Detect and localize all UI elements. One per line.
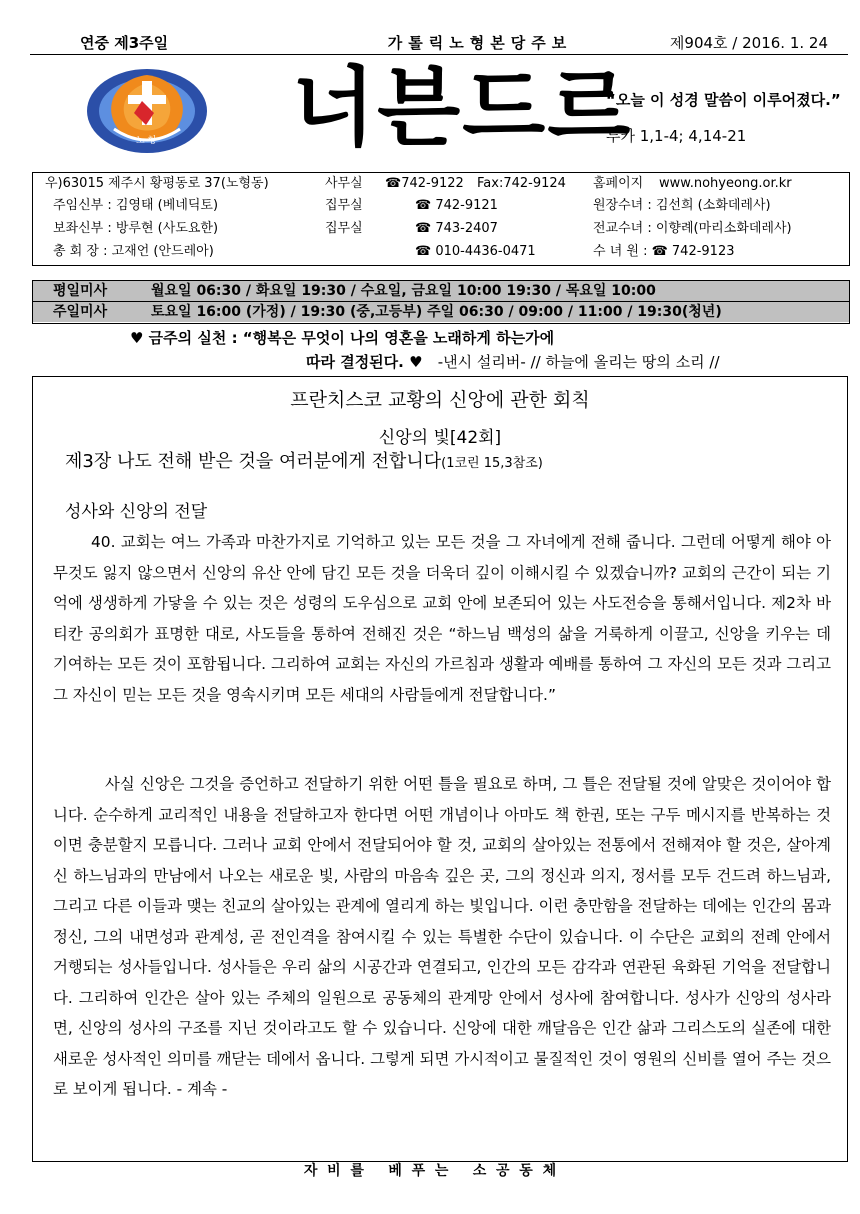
top-line	[30, 32, 848, 53]
article-title: 프란치스코 교황의 신앙에 관한 회칙	[290, 389, 590, 411]
assistant-tel: ☎ 743-2407	[415, 221, 498, 236]
mass-schedule	[32, 280, 850, 324]
chair-tel: ☎ 010-4436-0471	[415, 244, 536, 259]
logo-text: 노 형	[136, 136, 157, 146]
pastor-room: 집무실	[325, 198, 363, 213]
address: 우)63015 제주시 황평동로 37(노형동)	[45, 176, 269, 191]
practice-text: 따라 결정된다. ♥	[306, 353, 423, 371]
verse-quote: “오늘 이 성경 말씀이 이루어졌다.”	[606, 91, 841, 109]
top-rule	[30, 54, 848, 55]
issue-number: 제904호 / 2016. 1. 24	[669, 34, 828, 52]
sunday-mass-row	[33, 301, 849, 322]
gospel-verse	[606, 82, 846, 154]
article-paragraph-2: 사실 신앙은 그것을 증언하고 전달하기 위한 어떤 틀을 필요로 하며, 그 틀은 전달될 것에 알맞은 것이어야 합니다. 순수하게 교리적인 내용을 전달하고자 한다면 어떤 개념이나 아마도 책 한권, 또는 구두 메시지를 반복하는 것이면 충분할지 모릅니다. 그러나 교회 안에서 전달되어야 할 것, 교회의 살아있는 전통에서 전해져야 할 것은, 살아계신 하느님과의 만남에서 나오는 새로운 빛, 사람의 마음속 깊은 곳, 그의 정신과 의지, 정서를 모두 건드려 하느님과, 그리고 다른 이들과 맺는 친교의 살아있는 관계에 열리게 하는 빛입니다. 이런 충만함을 전달하는 데에는 인간의 몸과 정신, 그의 내면성과 관계성, 곧 전인격을 참여시킬 수 있는 특별한 수단이 있습니다. 이 수단은 교회의 전례 안에서 거행되는 성사들입니다. 성사들은 우리 삶의 시공간과 연결되고, 인간의 모든 감각과 연관된 육화된 기억을 전달합니다. 그리하여 인간은 살아 있는 주체의 일원으로 공동체의 관계망 안에서 성사에 참여합니다. 성사가 신앙의 성사라면, 신앙의 성사의 구조를 지닌 것이라고도 할 수 있습니다. 신앙에 대한 깨달음은 인간 삶과 그리스도의 실존에 대한 새로운 성사적인 의미를 깨닫는 데에서 옵니다. 그렇게 되면 가시적이고 물질적인 것이 영원의 신비를 열어 주는 것으로 보이게 됩니다. - 계속 -	[53, 775, 831, 1098]
homepage-label: 홈페이지	[593, 176, 644, 191]
office-tel: ☎742-9122	[385, 176, 464, 191]
pastor-tel: ☎ 742-9121	[415, 198, 498, 213]
footer-slogan: 자 비 를 베 푸 는 소 공 동 체	[303, 1163, 557, 1179]
weekday-mass-times: 월요일 06:30 / 화요일 19:30 / 수요일, 금요일 10:00 19:30 / 목요일 10:00	[151, 283, 656, 299]
assistant-room: 집무실	[325, 221, 363, 236]
article-paragraph-1: 40. 교회는 여느 가족과 마찬가지로 기억하고 있는 모든 것을 그 자녀에게 전해 줍니다. 그런데 어떻게 해야 아무것도 잃지 않으면서 신앙의 유산 안에 담긴 모든 것을 더욱더 깊이 이해시킬 수 있겠습니까? 교회의 근간이 되는 기억에 생생하게 가닿을 수 있는 것은 성령의 도우심으로 교회 안에 보존되어 있는 사도전승을 통해서입니다. 제2차 바티칸 공의회가 표명한 대로, 사도들을 통하여 전해진 것은 “하느님 백성의 삶을 거룩하게 이끌고, 신앙을 키우는 데 기여하는 모든 것이 포함됩니다. 그리하여 교회는 자신의 가르침과 생활과 예배를 통하여 그 자신의 모든 것과 그리고 그 자신이 믿는 모든 것을 영속시키며 모든 세대의 사람들에게 전달합니다.”	[53, 533, 831, 704]
assistant-priest: 보좌신부 : 방루현 (사도요한)	[53, 221, 219, 236]
chapter-heading	[65, 447, 543, 473]
chapter-title: 제3장 나도 전해 받은 것을 여러분에게 전합니다	[65, 451, 442, 472]
weekday-mass-row	[33, 281, 849, 301]
sunday-mass-times: 토요일 16:00 (가정) / 19:30 (중,고등부) 주일 06:30 / 09:00 / 11:00 / 19:30(청년)	[151, 304, 722, 320]
weekly-practice-line2	[306, 350, 720, 374]
head-sister: 원장수녀 : 김선희 (소화데레사)	[593, 198, 771, 213]
homepage-link[interactable]: www.nohyeong.or.kr	[659, 176, 792, 191]
pastor: 주임신부 : 김영태 (베네딕토)	[53, 198, 219, 213]
mission-sister: 전교수녀 : 이향례(마리소화데레사)	[593, 221, 792, 236]
article-box	[32, 376, 848, 1162]
parish-logo	[84, 67, 210, 155]
convent: 수 녀 원 : ☎ 742-9123	[593, 244, 735, 259]
parish-info-box	[32, 172, 850, 266]
chapter-ref: (1코린 15,3참조)	[441, 456, 543, 471]
week-label: 연중 제3주일	[80, 34, 169, 52]
practice-source: -낸시 설리버- // 하늘에 올리는 땅의 소리 //	[437, 353, 720, 371]
office-label: 사무실	[325, 176, 363, 191]
verse-reference: 루카 1,1-4; 4,14-21	[606, 127, 747, 145]
masthead-title: 너븐드르	[292, 58, 633, 158]
fax: Fax:742-9124	[477, 176, 566, 191]
publication-name: 가톨릭노형본당주보	[387, 34, 573, 52]
weekday-mass-label: 평일미사	[53, 283, 108, 299]
council-chair: 총 회 장 : 고재언 (안드레아)	[53, 244, 214, 259]
section-heading: 성사와 신앙의 전달	[65, 502, 208, 522]
weekly-practice-line1: ♥ 금주의 실천 : “행복은 무엇이 나의 영혼을 노래하게 하는가에	[130, 329, 555, 347]
article-subtitle: 신앙의 빛[42회]	[378, 428, 502, 448]
sunday-mass-label: 주일미사	[53, 304, 108, 320]
